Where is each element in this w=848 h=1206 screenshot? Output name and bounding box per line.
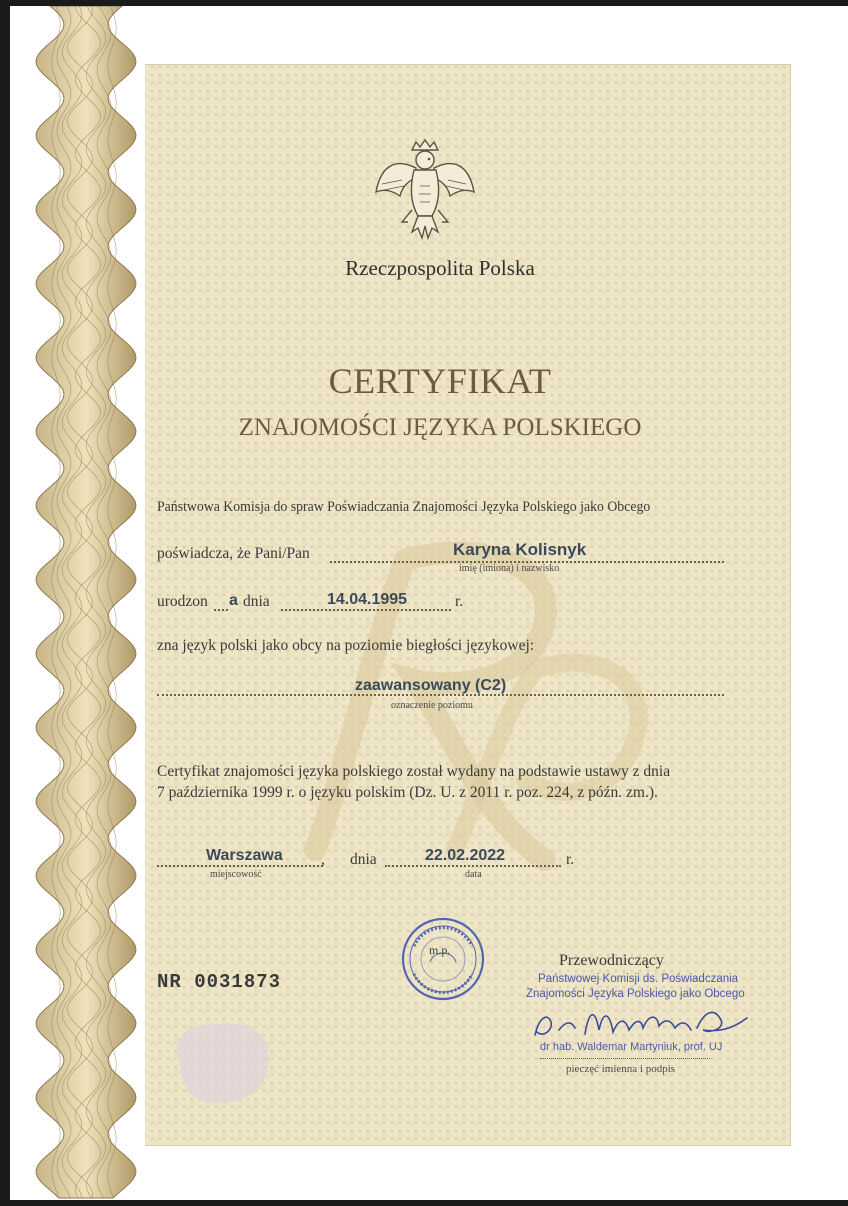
- legal-basis-line-1: Certyfikat znajomości języka polskiego został wydany na podstawie ustawy z dnia: [157, 763, 671, 780]
- chair-stamp-line-2: Znajomości Języka Polskiego jako Obcego: [526, 988, 745, 1000]
- signature-line: [540, 1058, 710, 1059]
- born-suffix-line: [214, 609, 228, 611]
- embossed-seal: [168, 1012, 278, 1112]
- birth-year-abbr: r.: [455, 593, 464, 610]
- issuing-commission: Państwowa Komisja do spraw Poświadczania Znajomości Języka Polskiego jako Obcego: [157, 499, 651, 515]
- chair-stamp-line-1: Państwowej Komisji ds. Poświadczania: [538, 973, 739, 985]
- born-day-label: dnia: [243, 593, 270, 610]
- place-line: [157, 865, 323, 867]
- issue-date: 22.02.2022: [425, 847, 506, 864]
- holder-name: Karyna Kolisnyk: [453, 540, 587, 559]
- comma: ,: [321, 851, 325, 868]
- holder-name-caption: imię (imiona) i nazwisko: [459, 563, 560, 574]
- country-name: Rzeczpospolita Polska: [345, 256, 535, 280]
- stamp-placeholder-text: m.p.: [429, 943, 451, 957]
- place-caption: miejscowość: [210, 869, 262, 880]
- language-level: zaawansowany (C2): [355, 677, 507, 694]
- chair-title: Przewodniczący: [559, 952, 664, 969]
- issue-date-caption: data: [465, 869, 482, 880]
- knows-language-label: zna język polski jako obcy na poziomie biegłości językowej:: [157, 637, 535, 654]
- issue-date-line: [385, 865, 561, 867]
- issue-place: Warszawa: [206, 847, 283, 864]
- signature-caption: pieczęć imienna i podpis: [566, 1063, 676, 1075]
- certifies-label: poświadcza, że Pani/Pan: [157, 545, 310, 562]
- official-round-stamp: [400, 916, 486, 1002]
- certificate-title: CERTYFIKAT: [328, 361, 552, 401]
- scan-edge-bottom: [0, 1200, 848, 1206]
- polish-eagle-emblem: [372, 136, 478, 248]
- issue-year-abbr: r.: [566, 851, 575, 868]
- born-label: urodzon: [157, 593, 208, 610]
- birth-date-line: [281, 609, 451, 611]
- signatory-name: dr hab. Waldemar Martyniuk, prof. UJ: [540, 1041, 723, 1053]
- birth-date: 14.04.1995: [327, 591, 408, 608]
- born-suffix: a: [229, 592, 238, 609]
- level-caption: oznaczenie poziomu: [391, 700, 473, 711]
- issue-date-label: dnia: [350, 851, 377, 868]
- certificate-number: NR 0031873: [157, 971, 282, 993]
- certificate-subtitle: ZNAJOMOŚCI JĘZYKA POLSKIEGO: [238, 414, 642, 441]
- scan-edge-top: [0, 0, 848, 6]
- scan-edge-left: [0, 0, 10, 1206]
- legal-basis-line-2: 7 października 1999 r. o języku polskim (Dz. U. z 2011 r. poz. 224, z późn. zm.).: [157, 784, 658, 801]
